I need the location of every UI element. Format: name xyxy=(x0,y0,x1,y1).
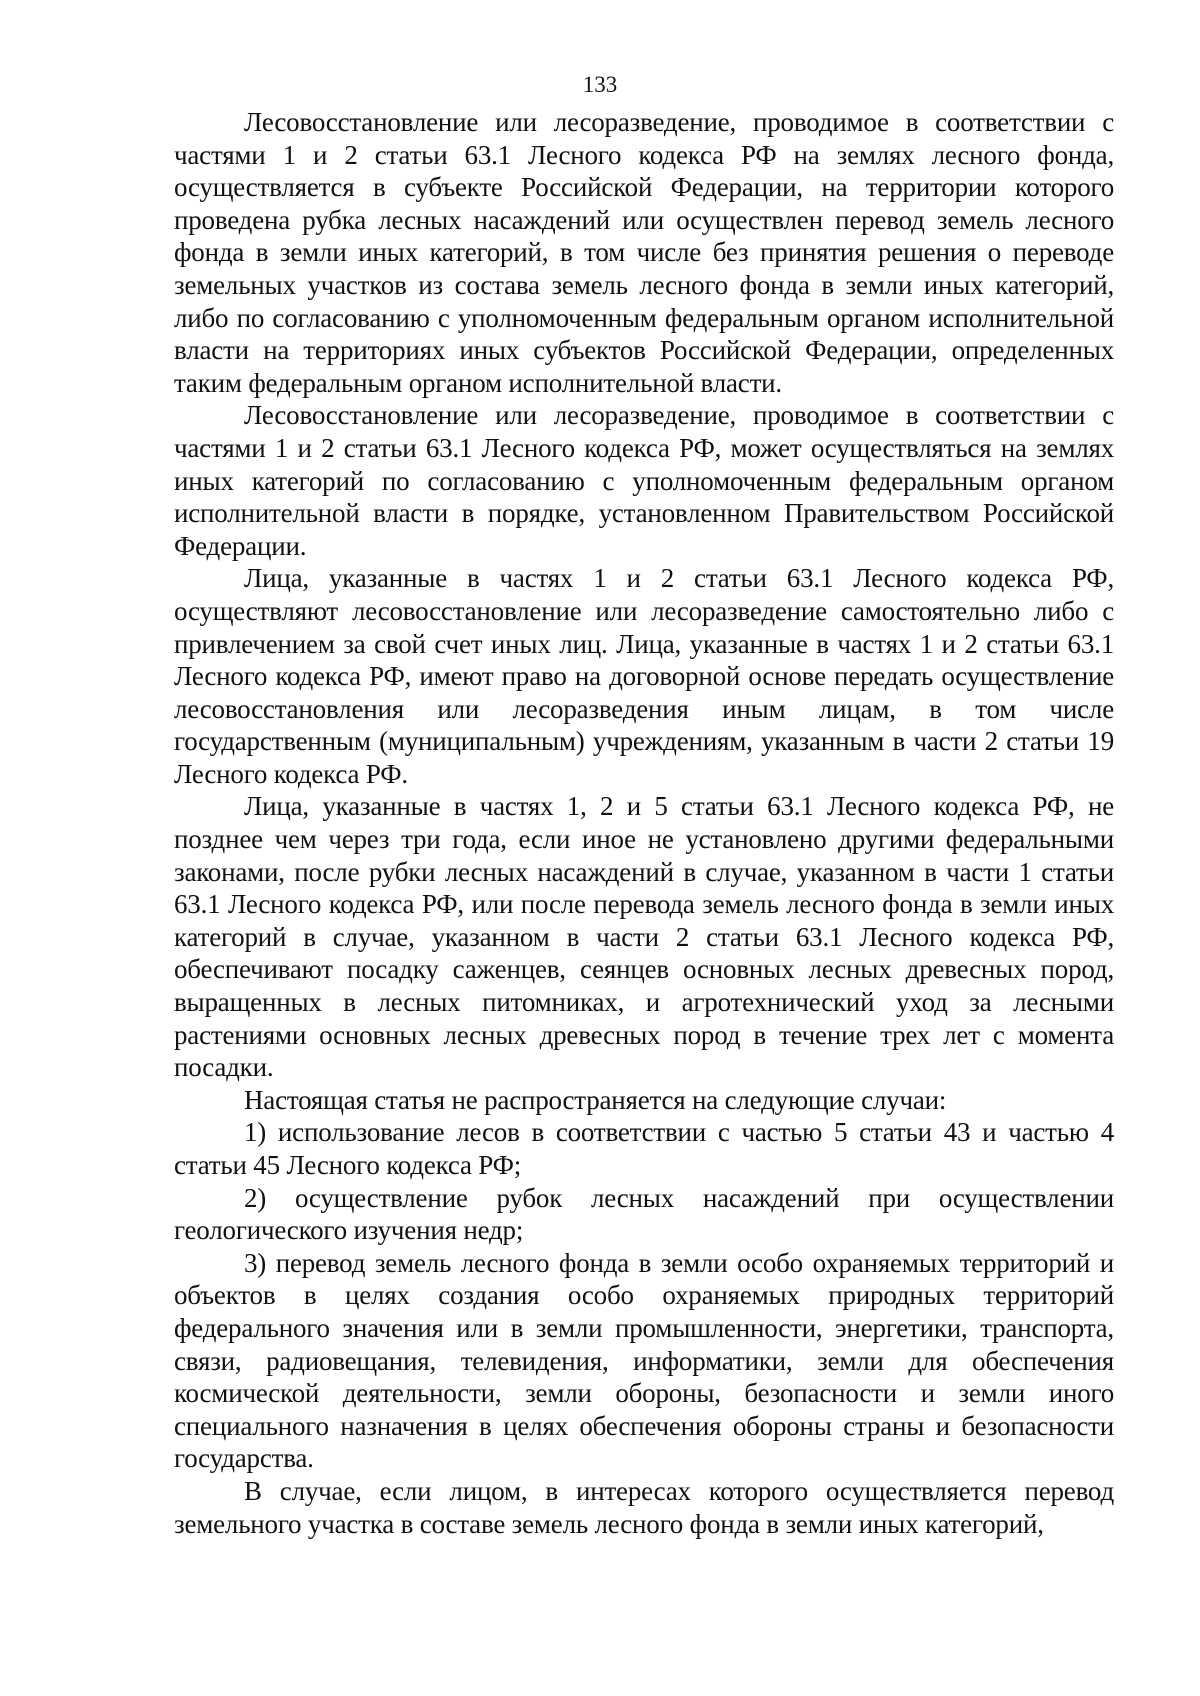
document-body xyxy=(174,106,1114,1540)
list-item-exception-2: 2) осуществление рубок лесных насаждений при осуществлении геологического изучения недр; xyxy=(174,1182,1114,1246)
paragraph-planting-deadline: Лица, указанные в частях 1, 2 и 5 статьи 63.1 Лесного кодекса РФ, не позднее чем через три года, если иное не установлено другими федеральными законами, после рубки лесных насаждений в случае, указанном в части 1 статьи 63.1 Лесного кодекса РФ, или после перевода земель лесного фонда в земли иных категорий в случае, указанном в части 2 статьи 63.1 Лесного кодекса РФ, обеспечивают посадку саженцев, сеянцев основных лесных древесных пород, выращенных в лесных питомниках, и агротехнический уход за лесными растениями основных лесных древесных пород в течение трех лет с момента посадки. xyxy=(174,791,1114,1083)
list-item-exception-3: 3) перевод земель лесного фонда в земли особо охраняемых территорий и объектов в целях создания особо охраняемых природных территорий федерального значения или в земли промышленности, энергетики, транспорта, связи, радиовещания, телевидения, информатики, земли для обеспечения космической деятельности, земли обороны, безопасности и земли иного специального назначения в целях обеспечения обороны страны и безопасности государства. xyxy=(174,1247,1114,1474)
list-item-exception-1: 1) использование лесов в соответствии с частью 5 статьи 43 и частью 4 статьи 45 Лесного кодекса РФ; xyxy=(174,1117,1114,1180)
paragraph-reforestation-forest-fund: Лесовосстановление или лесоразведение, проводимое в соответствии с частями 1 и 2 статьи 63.1 Лесного кодекса РФ на землях лесного фонда, осуществляется в субъекте Российской Федерации, на территории которого проведена рубка лесных насаждений или осуществлен перевод земель лесного фонда в земли иных категорий, в том числе без принятия решения о переводе земельных участков из состава земель лесного фонда в земли иных категорий, либо по согласованию с уполномоченным федеральным органом исполнительной власти на территориях иных субъектов Российской Федерации, определенных таким федеральным органом исполнительной власти. xyxy=(174,107,1114,398)
page-number: 133 xyxy=(582,72,618,97)
paragraph-reforestation-other-lands: Лесовосстановление или лесоразведение, проводимое в соответствии с частями 1 и 2 статьи 63.1 Лесного кодекса РФ, может осуществляться на землях иных категорий по согласованию с уполномоченным федеральным органом исполнительной власти в порядке, установленном Правительством Российской Федерации. xyxy=(174,400,1114,561)
paragraph-land-transfer-case: В случае, если лицом, в интересах которого осуществляется перевод земельного участка в составе земель лесного фонда в земли иных категорий, xyxy=(174,1475,1114,1539)
paragraph-exceptions-intro: Настоящая статья не распространяется на следующие случаи: xyxy=(244,1084,947,1115)
paragraph-responsible-persons: Лица, указанные в частях 1 и 2 статьи 63.1 Лесного кодекса РФ, осуществляют лесовосстановление или лесоразведение самостоятельно либо с привлечением за свой счет иных лиц. Лица, указанные в частях 1 и 2 статьи 63.1 Лесного кодекса РФ, имеют право на договорной основе передать осуществление лесовосстановления или лесоразведения иным лицам, в том числе государственным (муниципальным) учреждениям, указанным в части 2 статьи 19 Лесного кодекса РФ. xyxy=(174,563,1114,789)
